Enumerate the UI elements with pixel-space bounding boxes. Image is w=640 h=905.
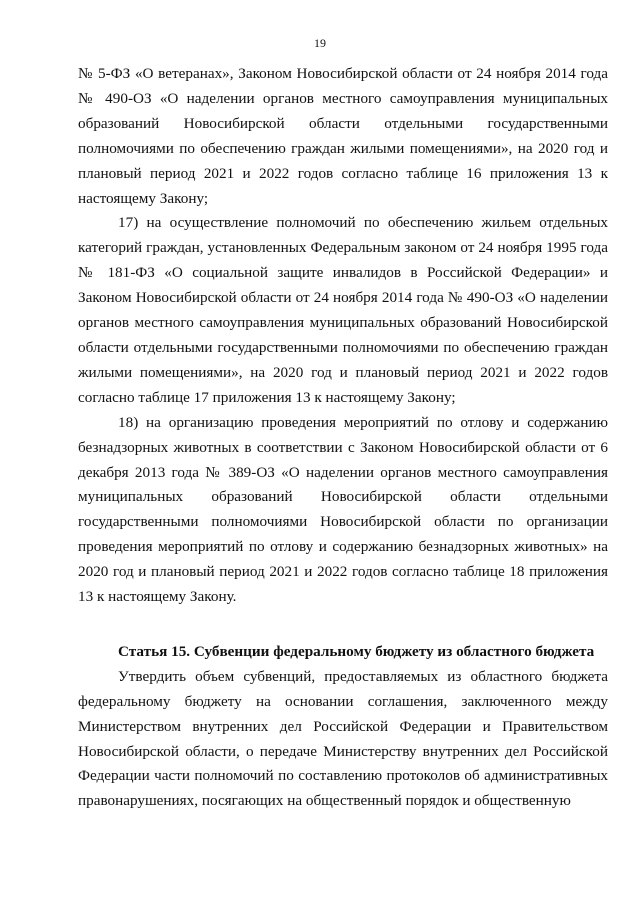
- page-number: 19: [314, 36, 326, 50]
- paragraph-item-17: 17) на осуществление полномочий по обеспечению жильем отдельных категорий граждан, установленных Федеральным законом от 24 ноября 1995 года № 181-ФЗ «О социальной защите инвалидов в Российской Федерации» и Законом Новосибирской области от 24 ноября 2014 года № 490-ОЗ «О наделении органов местного самоуправления муниципальных образований Новосибирской области отдельными государственными полномочиями по обеспечению граждан жилыми помещениями», на 2020 год и плановый период 2021 и 2022 годов согласно таблице 17 приложения 13 к настоящему Закону;: [78, 214, 608, 406]
- document-body: [78, 62, 608, 814]
- paragraph-continuation: № 5-ФЗ «О ветеранах», Законом Новосибирской области от 24 ноября 2014 года № 490-ОЗ «О наделении органов местного самоуправления муниципальных образований Новосибирской области отдельными государственными полномочиями по обеспечению граждан жилыми помещениями», на 2020 год и плановый период 2021 и 2022 годов согласно таблице 16 приложения 13 к настоящему Закону;: [78, 65, 608, 207]
- paragraph-item-18: 18) на организацию проведения мероприятий по отлову и содержанию безнадзорных животных в соответствии с Законом Новосибирской области от 6 декабря 2013 года № 389-ОЗ «О наделении органов местного самоуправления муниципальных образований Новосибирской области отдельными государственными полномочиями Новосибирской области по организации проведения мероприятий по отлову и содержанию безнадзорных животных» на 2020 год и плановый период 2021 и 2022 годов согласно таблице 18 приложения 13 к настоящему Закону.: [78, 413, 608, 606]
- paragraph-article-15: Утвердить объем субвенций, предоставляемых из областного бюджета федеральному бюджету на основании соглашения, заключенного между Министерством внутренних дел Российской Федерации и Правительством Новосибирской области, о передаче Министерству внутренних дел Российской Федерации части полномочий по составлению протоколов об административных правонарушениях, посягающих на общественный порядок и общественную: [78, 667, 608, 810]
- article-15-heading: Статья 15. Субвенции федеральному бюджету из областного бюджета: [118, 642, 595, 660]
